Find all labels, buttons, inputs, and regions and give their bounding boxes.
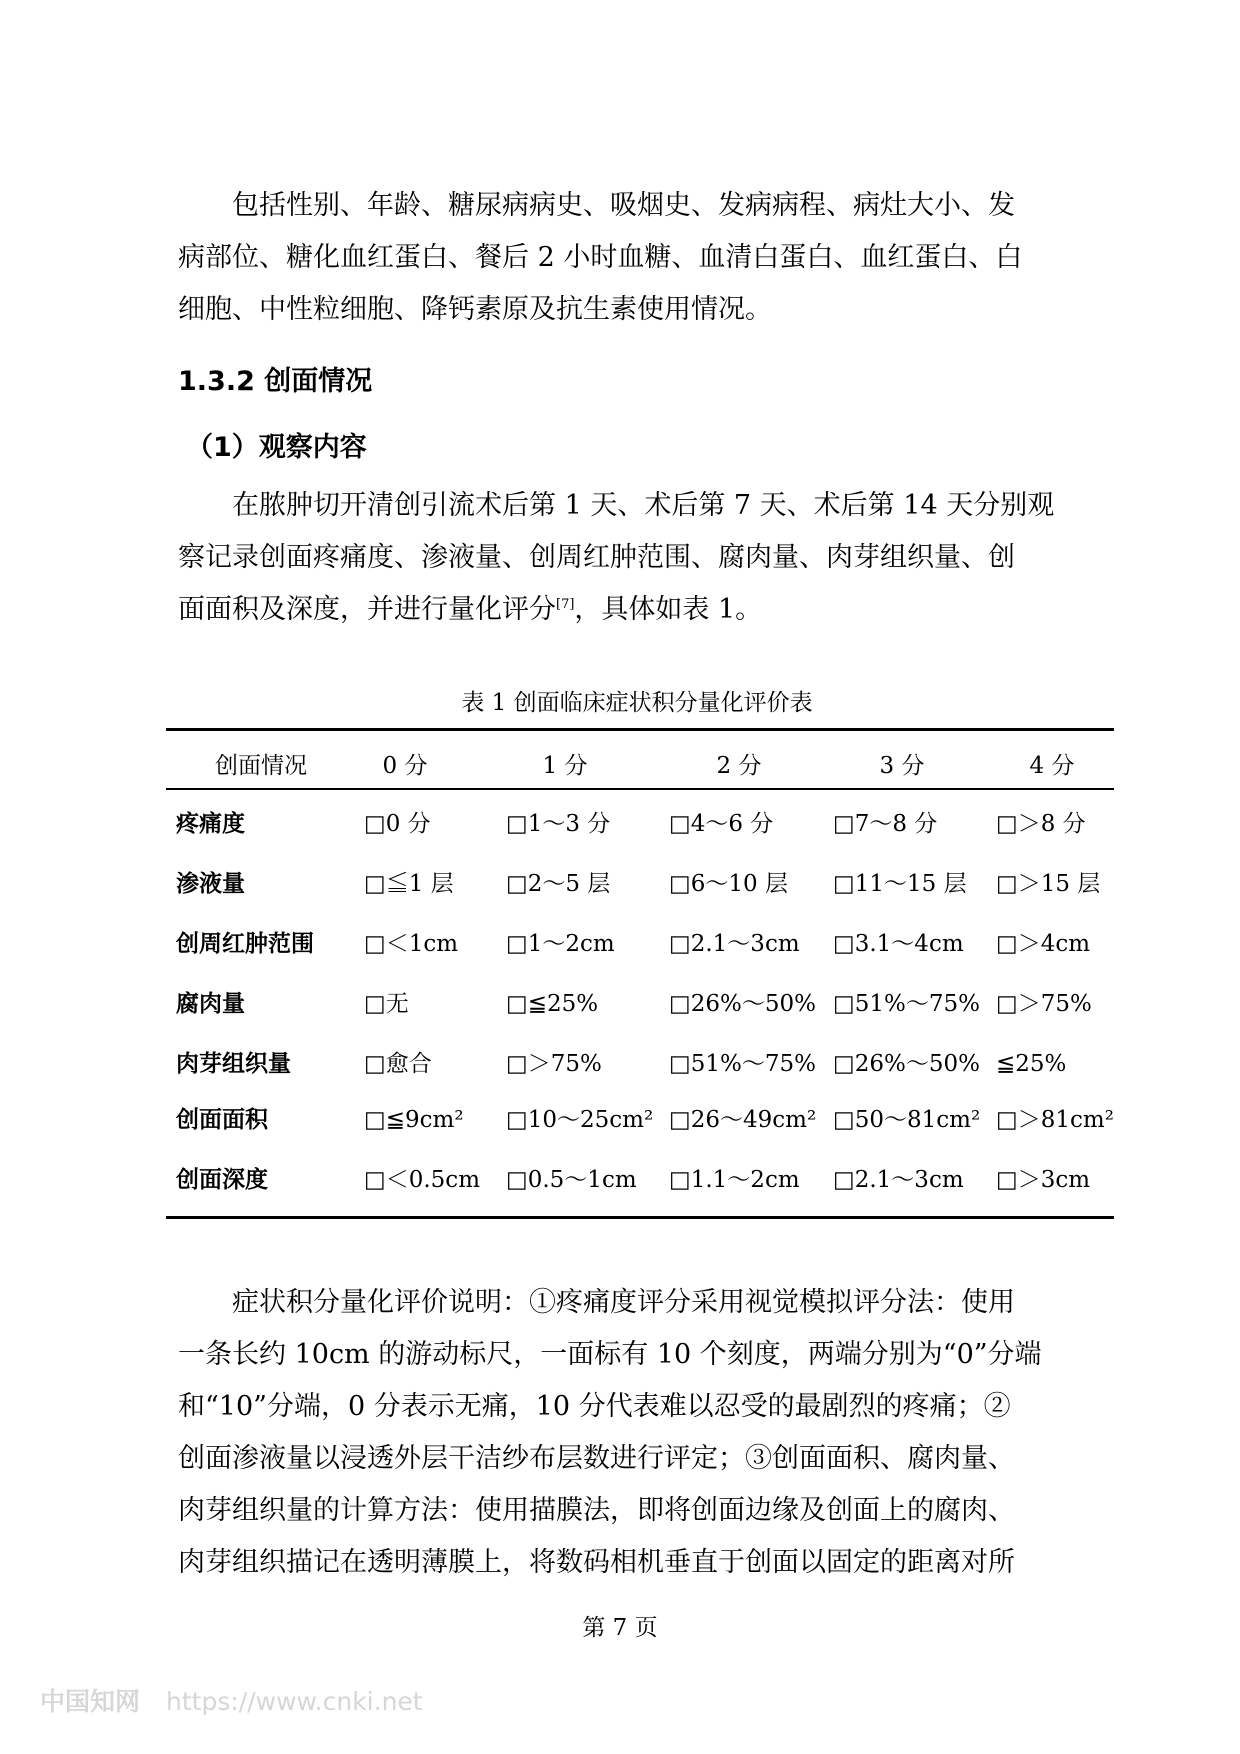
row-label: 渗液量 <box>176 871 245 897</box>
sub-heading: （1）观察内容 <box>186 432 367 463</box>
table-cell: □3.1～4cm <box>833 931 964 957</box>
table-cell: □＞3cm <box>996 1167 1091 1193</box>
text-line: 症状积分量化评价说明：①疼痛度评分采用视觉模拟评分法：使用 <box>232 1287 1015 1318</box>
table-cell: □＞8 分 <box>996 811 1086 837</box>
text-line: 肉芽组织量的计算方法：使用描膜法，即将创面边缘及创面上的腐肉、 <box>178 1495 1015 1526</box>
table-cell: □无 <box>364 991 409 1017</box>
table-top-rule <box>166 728 1114 731</box>
watermark <box>40 1685 423 1719</box>
table-cell: □＞81cm² <box>996 1107 1114 1133</box>
table-cell: □＞4cm <box>996 931 1091 957</box>
table-row <box>166 916 1114 972</box>
table-header-cell: 3 分 <box>879 753 925 779</box>
paragraph-baseline-variables <box>178 180 1090 336</box>
table-row <box>166 1036 1114 1092</box>
row-label: 腐肉量 <box>176 991 245 1017</box>
text-line: 创面渗液量以浸透外层干洁纱布层数进行评定；③创面面积、腐肉量、 <box>178 1443 1015 1474</box>
row-label: 疼痛度 <box>176 811 245 837</box>
table-cell: □2～5 层 <box>506 871 611 897</box>
row-label: 创面面积 <box>176 1107 268 1133</box>
table-cell: □＞75% <box>996 991 1092 1017</box>
paragraph-scoring-notes <box>178 1277 1090 1589</box>
table-cell: □＞15 层 <box>996 871 1101 897</box>
table-cell: □51%～75% <box>669 1051 816 1077</box>
table-cell: □26%～50% <box>669 991 816 1017</box>
table-row <box>166 856 1114 912</box>
watermark-url[interactable]: https://www.cnki.net <box>166 1687 423 1716</box>
table-header-cell: 创面情况 <box>215 753 307 779</box>
table-row <box>166 796 1114 852</box>
table-cell: □＜1cm <box>364 931 459 957</box>
row-label: 创面深度 <box>176 1167 268 1193</box>
table-row <box>166 1152 1114 1208</box>
table-cell: □愈合 <box>364 1051 432 1077</box>
table-row <box>166 1092 1114 1148</box>
table-cell: □≦1 层 <box>364 871 454 897</box>
table-caption: 表 1 创面临床症状积分量化评价表 <box>461 690 813 716</box>
text-line: 包括性别、年龄、糖尿病病史、吸烟史、发病病程、病灶大小、发 <box>232 190 1015 221</box>
text-fragment: ，具体如表 1。 <box>574 594 763 625</box>
table-cell: □50～81cm² <box>833 1107 981 1133</box>
table-cell: □1.1～2cm <box>669 1167 800 1193</box>
table-cell: □2.1～3cm <box>669 931 800 957</box>
table-cell: □＞75% <box>506 1051 602 1077</box>
text-line: 一条长约 10cm 的游动标尺，一面标有 10 个刻度，两端分别为“0”分端 <box>178 1339 1042 1370</box>
text-line: 肉芽组织描记在透明薄膜上，将数码相机垂直于创面以固定的距离对所 <box>178 1547 1015 1578</box>
table-cell: ≦25% <box>996 1051 1067 1077</box>
table-bottom-rule <box>166 1216 1114 1219</box>
text-line: 在脓肿切开清创引流术后第 1 天、术后第 7 天、术后第 14 天分别观 <box>232 490 1055 521</box>
table-cell: □26%～50% <box>833 1051 980 1077</box>
table-cell: □≦9cm² <box>364 1107 464 1133</box>
text-line <box>178 584 1090 636</box>
text-fragment: 面面积及深度，并进行量化评分 <box>178 594 556 625</box>
page-number: 第 7 页 <box>582 1615 658 1641</box>
row-label: 创周红肿范围 <box>176 931 314 957</box>
table-cell: □1～3 分 <box>506 811 611 837</box>
table-cell: □51%～75% <box>833 991 980 1017</box>
paragraph-observation <box>178 480 1090 636</box>
section-heading: 1.3.2 创面情况 <box>178 366 373 397</box>
table-cell: □1～2cm <box>506 931 615 957</box>
text-line: 察记录创面疼痛度、渗液量、创周红肿范围、腐肉量、肉芽组织量、创 <box>178 542 1015 573</box>
table-header-rule <box>166 788 1114 790</box>
row-label: 肉芽组织量 <box>176 1051 291 1077</box>
table-cell: □≦25% <box>506 991 599 1017</box>
table-cell: □7～8 分 <box>833 811 938 837</box>
table-header-cell: 1 分 <box>542 753 588 779</box>
table-cell: □10～25cm² <box>506 1107 654 1133</box>
watermark-logo: 中国知网 <box>40 1687 141 1716</box>
table-header-cell: 0 分 <box>382 753 428 779</box>
table-cell: □0.5～1cm <box>506 1167 637 1193</box>
table-row <box>166 976 1114 1032</box>
table-header-cell: 4 分 <box>1029 753 1075 779</box>
citation-reference[interactable]: [7] <box>556 597 575 612</box>
table-cell: □26～49cm² <box>669 1107 817 1133</box>
text-line: 病部位、糖化血红蛋白、餐后 2 小时血糖、血清白蛋白、血红蛋白、白 <box>178 242 1023 273</box>
table-cell: □0 分 <box>364 811 431 837</box>
text-line: 和“10”分端，0 分表示无痛，10 分代表难以忍受的最剧烈的疼痛；② <box>178 1391 1011 1422</box>
text-line: 细胞、中性粒细胞、降钙素原及抗生素使用情况。 <box>178 294 772 325</box>
table-cell: □11～15 层 <box>833 871 967 897</box>
table-cell: □＜0.5cm <box>364 1167 480 1193</box>
table-header-row <box>166 738 1114 794</box>
table-cell: □2.1～3cm <box>833 1167 964 1193</box>
table-cell: □4～6 分 <box>669 811 774 837</box>
table-cell: □6～10 层 <box>669 871 788 897</box>
table-header-cell: 2 分 <box>716 753 762 779</box>
